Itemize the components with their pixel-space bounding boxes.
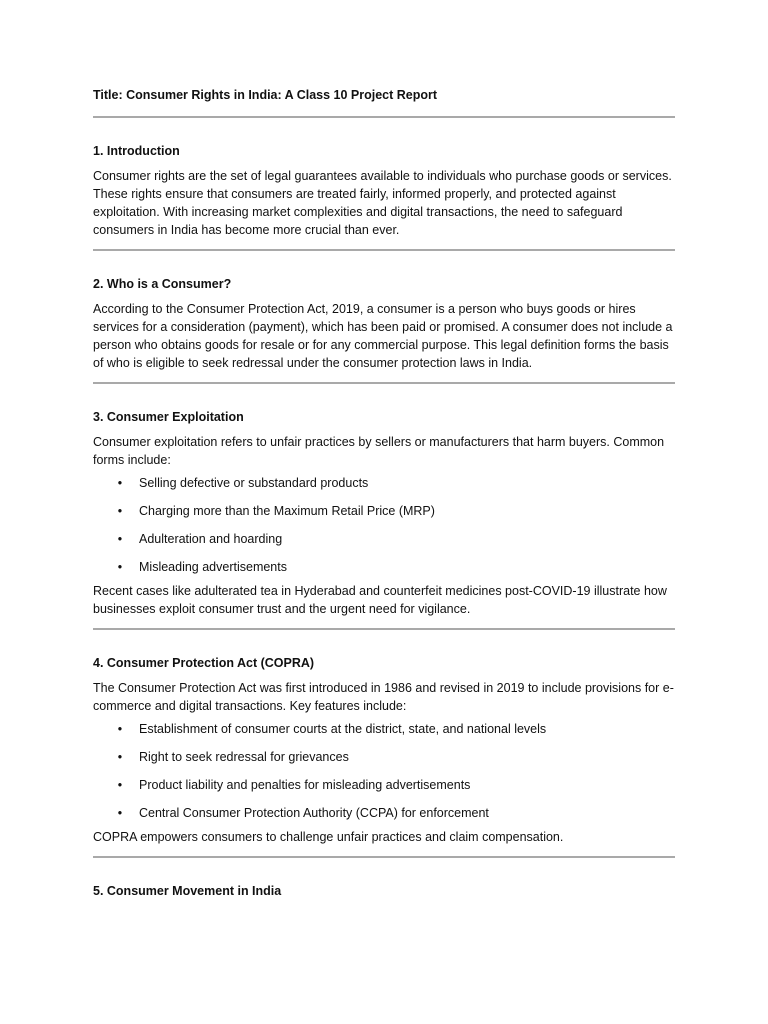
bullet-icon: • [117,722,123,736]
section-heading: 5. Consumer Movement in India [93,884,282,898]
bullet-icon: • [117,806,123,820]
section-consumer-movement [93,883,675,900]
section-heading: 2. Who is a Consumer? [93,277,232,291]
list-item-text: Central Consumer Protection Authority (CCPA) for enforcement [139,806,489,820]
section-divider [93,628,675,630]
section-consumer-exploitation [93,409,675,630]
list-item [93,502,675,520]
section-divider [93,249,675,251]
bullet-icon: • [117,750,123,764]
document-page [93,87,675,900]
section-consumer-protection-act [93,655,675,858]
section-intro: Consumer exploitation refers to unfair practices by sellers or manufacturers that harm buyers. Common forms include: [93,435,665,467]
list-item [93,558,675,576]
section-introduction [93,143,675,251]
section-intro: The Consumer Protection Act was first introduced in 1986 and revised in 2019 to include provisions for e-commerce and digital transactions. Key features include: [93,681,674,713]
list-item [93,474,675,492]
bullet-icon: • [117,476,123,490]
bullet-icon: • [117,560,123,574]
section-paragraph: According to the Consumer Protection Act, 2019, a consumer is a person who buys goods or hires services for a consideration (payment), which has been paid or promised. A consumer does not include a person who obtains goods for resale or for any commercial purpose. This legal definition forms the basis of who is eligible to seek redressal under the consumer protection laws in India. [93,302,673,370]
list-item-text: Establishment of consumer courts at the district, state, and national levels [139,722,547,736]
list-item [93,748,675,766]
list-item-text: Charging more than the Maximum Retail Price (MRP) [139,504,435,518]
section-divider [93,856,675,858]
title-divider [93,116,675,118]
bullet-icon: • [117,778,123,792]
bullet-list [93,474,675,576]
list-item-text: Adulteration and hoarding [139,532,283,546]
list-item-text: Selling defective or substandard products [139,476,369,490]
list-item [93,530,675,548]
section-outro: COPRA empowers consumers to challenge unfair practices and claim compensation. [93,830,564,844]
bullet-icon: • [117,532,123,546]
section-paragraph: Consumer rights are the set of legal guarantees available to individuals who purchase goods or services. These rights ensure that consumers are treated fairly, informed properly, and protected against exploitation. With increasing market complexities and digital transactions, the need to safeguard consumers in India has become more crucial than ever. [93,169,672,237]
section-heading: 1. Introduction [93,144,180,158]
list-item [93,804,675,822]
document-title: Title: Consumer Rights in India: A Class 10 Project Report [93,88,438,102]
bullet-list [93,720,675,822]
list-item-text: Misleading advertisements [139,560,287,574]
section-heading: 3. Consumer Exploitation [93,410,244,424]
bullet-icon: • [117,504,123,518]
section-who-is-consumer [93,276,675,384]
section-heading: 4. Consumer Protection Act (COPRA) [93,656,315,670]
list-item [93,776,675,794]
list-item-text: Right to seek redressal for grievances [139,750,349,764]
list-item-text: Product liability and penalties for misleading advertisements [139,778,471,792]
list-item [93,720,675,738]
section-divider [93,382,675,384]
section-outro: Recent cases like adulterated tea in Hyderabad and counterfeit medicines post-COVID-19 illustrate how businesses exploit consumer trust and the urgent need for vigilance. [93,584,667,616]
